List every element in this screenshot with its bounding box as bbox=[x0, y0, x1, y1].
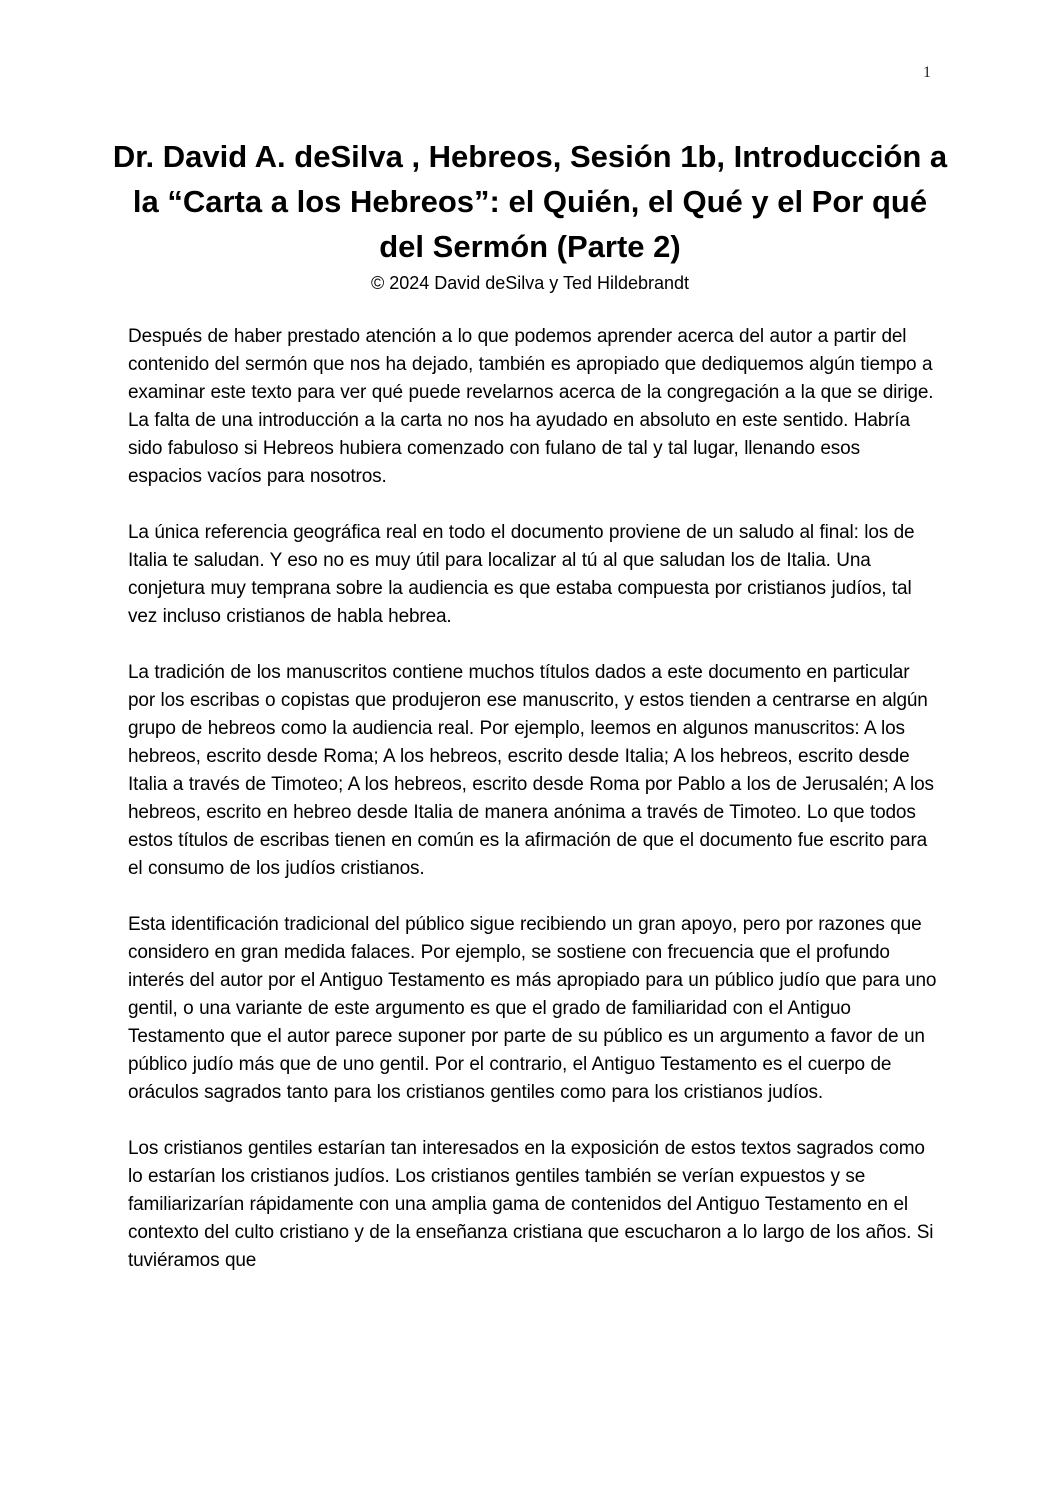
copyright-line: © 2024 David deSilva y Ted Hildebrandt bbox=[370, 273, 690, 293]
paragraph-2: La única referencia geográfica real en todo el documento proviene de un saludo al final: los de Italia te saludan. Y eso no es muy útil para localizar al tú al que saludan los de Italia. Una conjetura muy temprana sobre la audiencia es que estaba compuesta por cristianos judíos, tal vez incluso cristianos de habla hebrea. bbox=[128, 522, 915, 627]
page-number: 1 bbox=[923, 64, 931, 81]
paragraph-5: Los cristianos gentiles estarían tan interesados en la exposición de estos textos sagrados como lo estarían los cristianos judíos. Los cristianos gentiles también se verían expuestos y se familiarizarían rápidamente con una amplia gama de contenidos del Antiguo Testamento en el contexto del culto cristiano y de la enseñanza cristiana que escucharon a lo largo de los años. Si tuviéramos que bbox=[128, 1138, 934, 1271]
paragraph-1: Después de haber prestado atención a lo que podemos aprender acerca del autor a partir del contenido del sermón que nos ha dejado, también es apropiado que dediquemos algún tiempo a examinar este texto para ver qué puede revelarnos acerca de la congregación a la que se dirige. La falta de una introducción a la carta no nos ha ayudado en absoluto en este sentido. Habría sido fabuloso si Hebreos hubiera comenzado con fulano de tal y tal lugar, llenando esos espacios vacíos para nosotros. bbox=[128, 326, 934, 487]
title-block bbox=[110, 134, 950, 295]
paragraph-3: La tradición de los manuscritos contiene muchos títulos dados a este documento en particular por los escribas o copistas que produjeron ese manuscrito, y estos tienden a centrarse en algún grupo de hebreos como la audiencia real. Por ejemplo, leemos en algunos manuscritos: A los hebreos, escrito desde Roma; A los hebreos, escrito desde Italia; A los hebreos, escrito desde Italia a través de Timoteo; A los hebreos, escrito desde Roma por Pablo a los de Jerusalén; A los hebreos, escrito en hebreo desde Italia de manera anónima a través de Timoteo. Lo que todos estos títulos de escribas tienen en común es la afirmación de que el documento fue escrito para el consumo de los judíos cristianos. bbox=[128, 662, 934, 879]
paragraph-4: Esta identificación tradicional del público sigue recibiendo un gran apoyo, pero por razones que considero en gran medida falaces. Por ejemplo, se sostiene con frecuencia que el profundo interés del autor por el Antiguo Testamento es más apropiado para un público judío que para uno gentil, o una variante de este argumento es que el grado de familiaridad con el Antiguo Testamento que el autor parece suponer por parte de su público es un argumento a favor de un público judío más que de uno gentil. Por el contrario, el Antiguo Testamento es el cuerpo de oráculos sagrados tanto para los cristianos gentiles como para los cristianos judíos. bbox=[128, 914, 937, 1103]
body-text bbox=[128, 323, 938, 1303]
document-title: Dr. David A. deSilva , Hebreos, Sesión 1b, Introducción a la “Carta a los Hebreos”: el Quién, el Qué y el Por qué del Sermón (Parte 2) bbox=[112, 139, 948, 264]
